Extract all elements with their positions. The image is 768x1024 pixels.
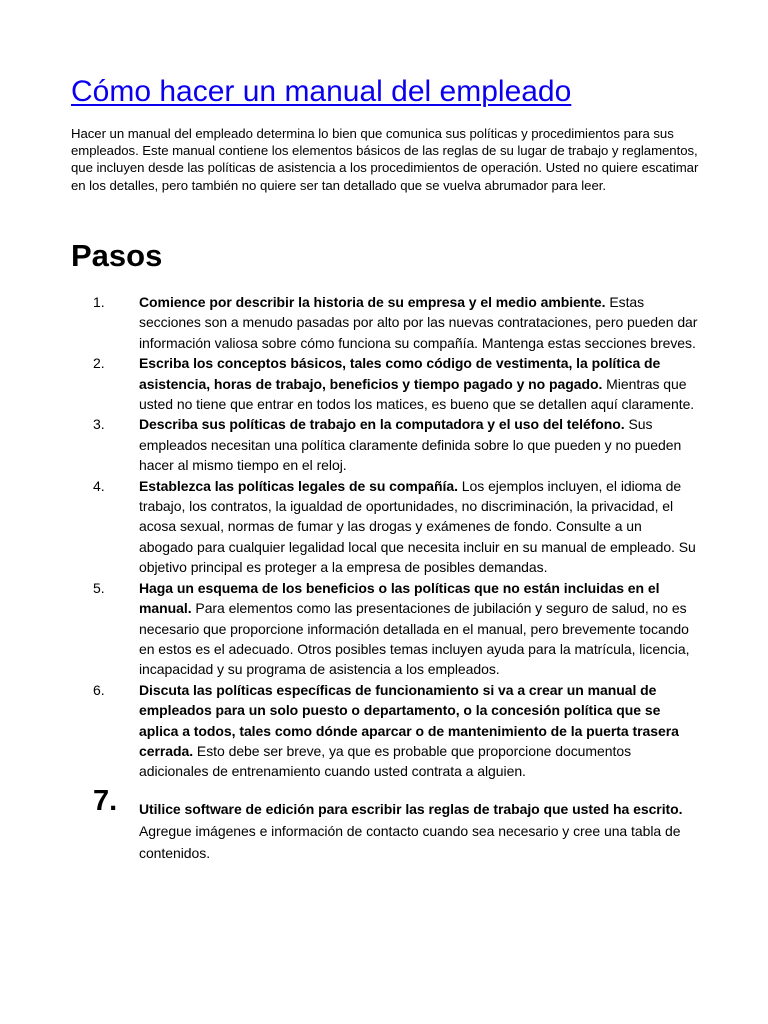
step-normal-text: Estas secciones son a menudo pasadas por alto por las nuevas contrataciones, pero pueden dar información valiosa sobre cómo funciona su compañía. Mantenga estas secciones breves.	[139, 294, 698, 351]
step-number: 4.	[93, 477, 105, 494]
step-bold-text: Utilice software de edición para escribir las reglas de trabajo que usted ha escrito.	[139, 800, 683, 817]
step-text	[139, 414, 699, 475]
step-text	[139, 578, 699, 680]
step-text	[139, 292, 699, 353]
step-normal-text: Esto debe ser breve, ya que es probable que proporcione documentos adicionales de entrenamiento cuando usted contrata a alguien.	[139, 742, 632, 780]
step-text	[139, 788, 699, 864]
step-number: 5.	[93, 579, 105, 596]
page-title	[71, 72, 571, 112]
title-link[interactable]: Cómo hacer un manual del empleado	[71, 75, 572, 108]
step-bold-text: Haga un esquema de los beneficios o las políticas que no están incluidas en el manual.	[139, 579, 660, 617]
step-normal-text: Los ejemplos incluyen, el idioma de trabajo, los contratos, la igualdad de oportunidades, no discriminación, la privacidad, el acosa sexual, normas de fumar y las drogas y exámenes de fondo. Consulte a un abogado para cualquier legalidad local que necesita incluir en su manual de empleado. Su objetivo principal es proteger a la empresa de posibles demandas.	[139, 477, 696, 576]
step-bold-text: Describa sus políticas de trabajo en la computadora y el uso del teléfono.	[139, 416, 625, 433]
step-number: 7.	[93, 784, 118, 817]
step-number: 2.	[93, 355, 105, 372]
step-bold-text: Discuta las políticas específicas de funcionamiento si va a crear un manual de empleados para un solo puesto o departamento, o la concesión política que se aplica a todos, tales como dónde aparcar o de mantenimiento de la puerta trasera cerrada.	[139, 681, 679, 759]
step-text	[139, 476, 699, 578]
step-number: 6.	[93, 681, 105, 698]
step-normal-text: Mientras que usted no tiene que entrar en todos los matices, es bueno que se detallen aquí claramente.	[139, 375, 695, 413]
step-normal-text: Sus empleados necesitan una política claramente definida sobre lo que pueden y no pueden hacer al mismo tiempo en el reloj.	[139, 416, 682, 474]
step-bold-text: Escriba los conceptos básicos, tales como código de vestimenta, la política de asistencia, horas de trabajo, beneficios y tiempo pagado y no pagado.	[139, 355, 661, 392]
step-bold-text: Establezca las políticas legales de su compañía.	[139, 477, 458, 494]
list-item	[71, 292, 711, 353]
list-item	[71, 680, 711, 782]
list-item	[71, 414, 711, 475]
step-text	[139, 680, 699, 782]
step-text	[139, 353, 699, 414]
list-item	[71, 353, 711, 414]
steps-list	[71, 292, 711, 864]
list-item	[71, 476, 711, 578]
step-normal-text: Agregue imágenes e información de contacto cuando sea necesario y cree una tabla de contenidos.	[139, 822, 681, 861]
step-bold-text: Comience por describir la historia de su empresa y el medio ambiente.	[139, 294, 606, 310]
steps-heading: Pasos	[71, 238, 163, 273]
list-item	[71, 578, 711, 680]
list-item	[71, 784, 711, 864]
intro-paragraph: Hacer un manual del empleado determina lo bien que comunica sus políticas y procedimientos para sus empleados. Este manual contiene los elementos básicos de las reglas de su lugar de trabajo y reglamentos, que incluyen desde las políticas de asistencia a los procedimientos de operación. Usted no quiere escatimar en los detalles, pero también no quiere ser tan detallado que se vuelva abrumador para leer.	[71, 126, 699, 193]
step-number: 1.	[93, 294, 105, 310]
step-number: 3.	[93, 416, 105, 433]
step-normal-text: Para elementos como las presentaciones de jubilación y seguro de salud, no es necesario que proporcione información detallada en el manual, pero brevemente tocando en estos es el adecuado. Otros posibles temas incluyen ayuda para la matrícula, licencia, incapacidad y su programa de asistencia a los empleados.	[139, 600, 690, 678]
